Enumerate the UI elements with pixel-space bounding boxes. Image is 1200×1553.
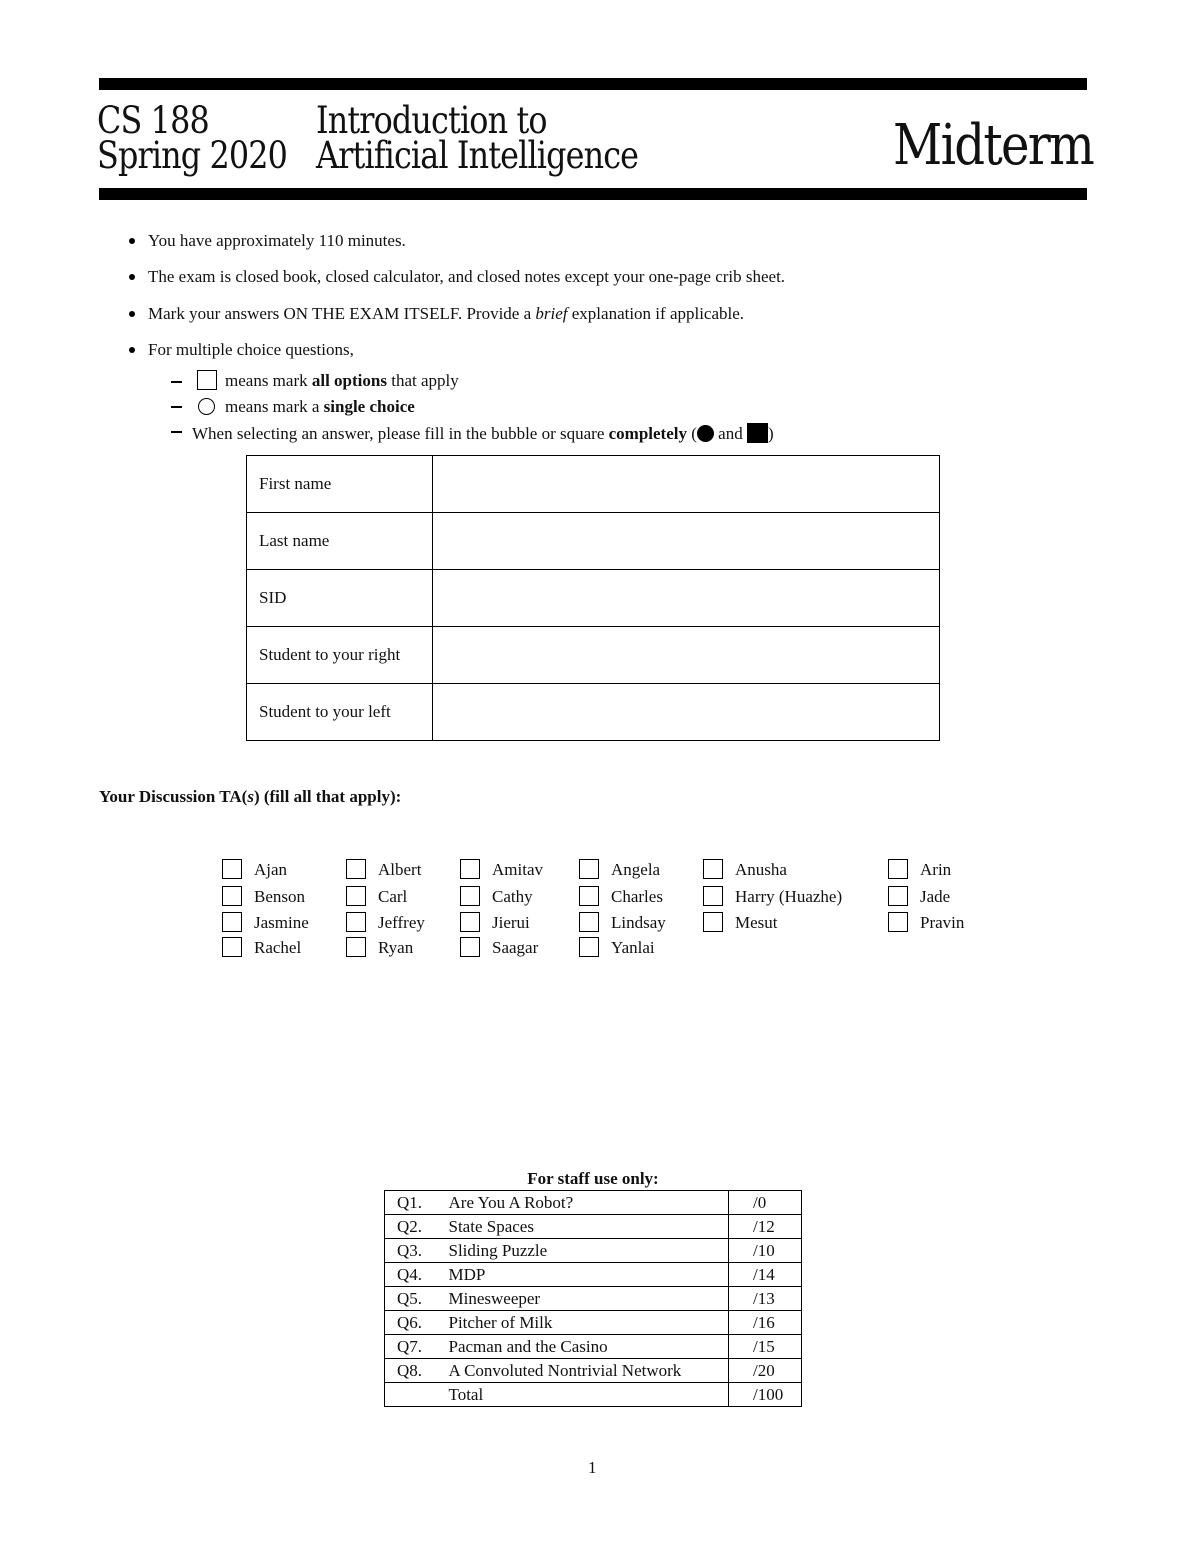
student-right-label: Student to your right [247,627,433,684]
ta-name-label: Ajan [254,860,288,879]
table-row [247,513,940,570]
ta-option[interactable] [460,937,538,957]
header-bottom-rule [99,188,1087,200]
question-title: Minesweeper [449,1287,729,1311]
table-row [247,570,940,627]
ta-checkbox[interactable] [703,886,723,906]
instruction-mark-answers [148,305,744,322]
ta-section-heading [99,787,401,807]
ta-option[interactable] [222,886,305,906]
ta-checkbox[interactable] [346,937,366,957]
completely-text: completely [608,424,687,443]
filled-square-icon [747,423,768,443]
table-row [385,1335,802,1359]
instruction-brief-emphasis: brief [535,304,568,323]
ta-heading-text: Your Discussion TA( [99,787,248,806]
table-row [385,1239,802,1263]
table-row [247,456,940,513]
ta-checkbox[interactable] [222,912,242,932]
ta-option[interactable] [346,886,407,906]
last-name-label: Last name [247,513,433,570]
question-number: Q3. [385,1239,449,1263]
staff-score-table [384,1190,802,1407]
ta-option[interactable] [888,859,951,879]
question-points: /12 [729,1215,802,1239]
course-title-line2: Artificial Intelligence [316,134,639,177]
ta-option[interactable] [460,886,533,906]
ta-checkbox[interactable] [346,859,366,879]
and-text: and [713,424,747,443]
ta-name-label: Anusha [735,860,787,879]
ta-name-label: Ryan [378,938,414,957]
course-code: CS 188 [97,99,209,142]
ta-name-label: Jeffrey [378,913,425,932]
filled-circle-icon [697,425,714,442]
table-row [385,1311,802,1335]
ta-checkbox[interactable] [888,912,908,932]
ta-checkbox[interactable] [222,886,242,906]
question-points: /20 [729,1359,802,1383]
bullet-icon [129,274,135,280]
ta-option[interactable] [703,886,842,906]
question-points: /13 [729,1287,802,1311]
ta-name-label: Jasmine [254,913,309,932]
first-name-label: First name [247,456,433,513]
ta-name-label: Yanlai [611,938,655,957]
question-points: /16 [729,1311,802,1335]
exam-type: Midterm [893,113,1094,178]
question-number [385,1383,449,1407]
course-title-line1: Introduction to [316,99,547,142]
ta-checkbox[interactable] [703,859,723,879]
ta-checkbox[interactable] [579,912,599,932]
table-row [385,1359,802,1383]
instruction-mark-text: Mark your answers ON THE EXAM ITSELF. Provide a [148,304,536,323]
ta-checkbox[interactable] [703,912,723,932]
table-row [247,627,940,684]
ta-name-label: Arin [920,860,952,879]
instruction-time: You have approximately 110 minutes. [148,231,406,250]
table-row [385,1215,802,1239]
single-choice-text: single choice [323,397,415,416]
ta-checkbox[interactable] [460,859,480,879]
student-left-field[interactable] [433,684,940,741]
total-label: Total [449,1383,729,1407]
ta-checkbox[interactable] [346,886,366,906]
ta-checkbox[interactable] [888,886,908,906]
ta-option[interactable] [579,859,660,879]
ta-name-label: Jierui [492,913,530,932]
question-number: Q4. [385,1263,449,1287]
question-number: Q8. [385,1359,449,1383]
ta-name-label: Saagar [492,938,539,957]
ta-name-label: Cathy [492,887,533,906]
ta-name-label: Albert [378,860,422,879]
bullet-icon [129,311,135,317]
fill-instruction-text: When selecting an answer, please fill in the bubble or square [192,424,609,443]
ta-checkbox[interactable] [222,859,242,879]
ta-checkbox[interactable] [460,912,480,932]
question-title: Are You A Robot? [449,1191,729,1215]
ta-checkbox[interactable] [222,937,242,957]
ta-name-label: Jade [920,887,951,906]
ta-name-label: Benson [254,887,305,906]
page-number: 1 [588,1458,597,1477]
ta-checkbox[interactable] [346,912,366,932]
question-title: MDP [449,1263,729,1287]
question-number: Q2. [385,1215,449,1239]
dash-icon [171,406,182,408]
ta-option[interactable] [703,859,787,879]
ta-name-label: Pravin [920,913,965,932]
open-paren-text: ( [686,424,697,443]
ta-name-label: Charles [611,887,663,906]
ta-checkbox[interactable] [579,886,599,906]
sid-label: SID [247,570,433,627]
question-number: Q1. [385,1191,449,1215]
ta-option[interactable] [460,859,543,879]
instruction-closed-book: The exam is closed book, closed calculator, and closed notes except your one-page crib sheet. [148,267,786,286]
instruction-explanation-text: explanation if applicable. [567,304,745,323]
term: Spring 2020 [97,134,288,177]
question-number: Q5. [385,1287,449,1311]
ta-checkbox[interactable] [579,859,599,879]
ta-option[interactable] [888,912,964,932]
dash-icon [171,381,182,383]
ta-heading-instruction: ) (fill all that apply): [253,787,402,806]
table-row [385,1191,802,1215]
table-row [385,1263,802,1287]
ta-option[interactable] [460,912,530,932]
last-name-field[interactable] [433,513,940,570]
student-right-field[interactable] [433,627,940,684]
ta-checkbox[interactable] [579,937,599,957]
ta-option[interactable] [703,912,778,932]
header-top-rule [99,78,1087,90]
circle-radio-icon [198,398,215,415]
table-row [385,1287,802,1311]
ta-option[interactable] [579,937,655,957]
question-title: Pitcher of Milk [449,1311,729,1335]
that-apply-text: that apply [386,371,459,390]
question-title: Pacman and the Casino [449,1335,729,1359]
ta-option[interactable] [346,937,413,957]
instruction-multiple-choice: For multiple choice questions, [148,340,354,359]
ta-option[interactable] [222,859,287,879]
ta-option[interactable] [346,859,421,879]
bullet-icon [129,347,135,353]
question-points: /14 [729,1263,802,1287]
question-points: /0 [729,1191,802,1215]
question-points: /10 [729,1239,802,1263]
instruction-circle-option [198,398,415,415]
dash-icon [171,431,182,433]
ta-checkbox[interactable] [460,886,480,906]
student-info-table [246,455,940,741]
ta-option[interactable] [222,912,309,932]
square-checkbox-icon [197,370,217,390]
bullet-icon [129,238,135,244]
ta-checkbox[interactable] [888,859,908,879]
ta-option[interactable] [346,912,425,932]
student-left-label: Student to your left [247,684,433,741]
question-number: Q7. [385,1335,449,1359]
ta-option[interactable] [579,886,663,906]
ta-name-label: Amitav [492,860,543,879]
close-paren-text: ) [767,424,774,443]
question-title: State Spaces [449,1215,729,1239]
ta-name-label: Mesut [735,913,778,932]
ta-option[interactable] [888,886,950,906]
total-points: /100 [729,1383,802,1407]
ta-checkbox[interactable] [460,937,480,957]
question-number: Q6. [385,1311,449,1335]
ta-heading-plural: s [247,787,254,806]
question-points: /15 [729,1335,802,1359]
question-title: A Convoluted Nontrivial Network [449,1359,729,1383]
ta-name-label: Angela [611,860,661,879]
ta-option[interactable] [579,912,666,932]
question-title: Sliding Puzzle [449,1239,729,1263]
ta-name-label: Lindsay [611,913,666,932]
square-option-text: means mark [225,371,312,390]
staff-use-title: For staff use only: [527,1169,659,1188]
table-row [247,684,940,741]
first-name-field[interactable] [433,456,940,513]
circle-option-text: means mark a [225,397,324,416]
instruction-square-option [197,370,459,390]
instruction-fill-completely [192,423,774,443]
ta-name-label: Harry (Huazhe) [735,887,843,906]
table-row [385,1383,802,1407]
ta-option[interactable] [222,937,301,957]
all-options-text: all options [311,371,387,390]
ta-name-label: Rachel [254,938,302,957]
sid-field[interactable] [433,570,940,627]
ta-name-label: Carl [378,887,408,906]
